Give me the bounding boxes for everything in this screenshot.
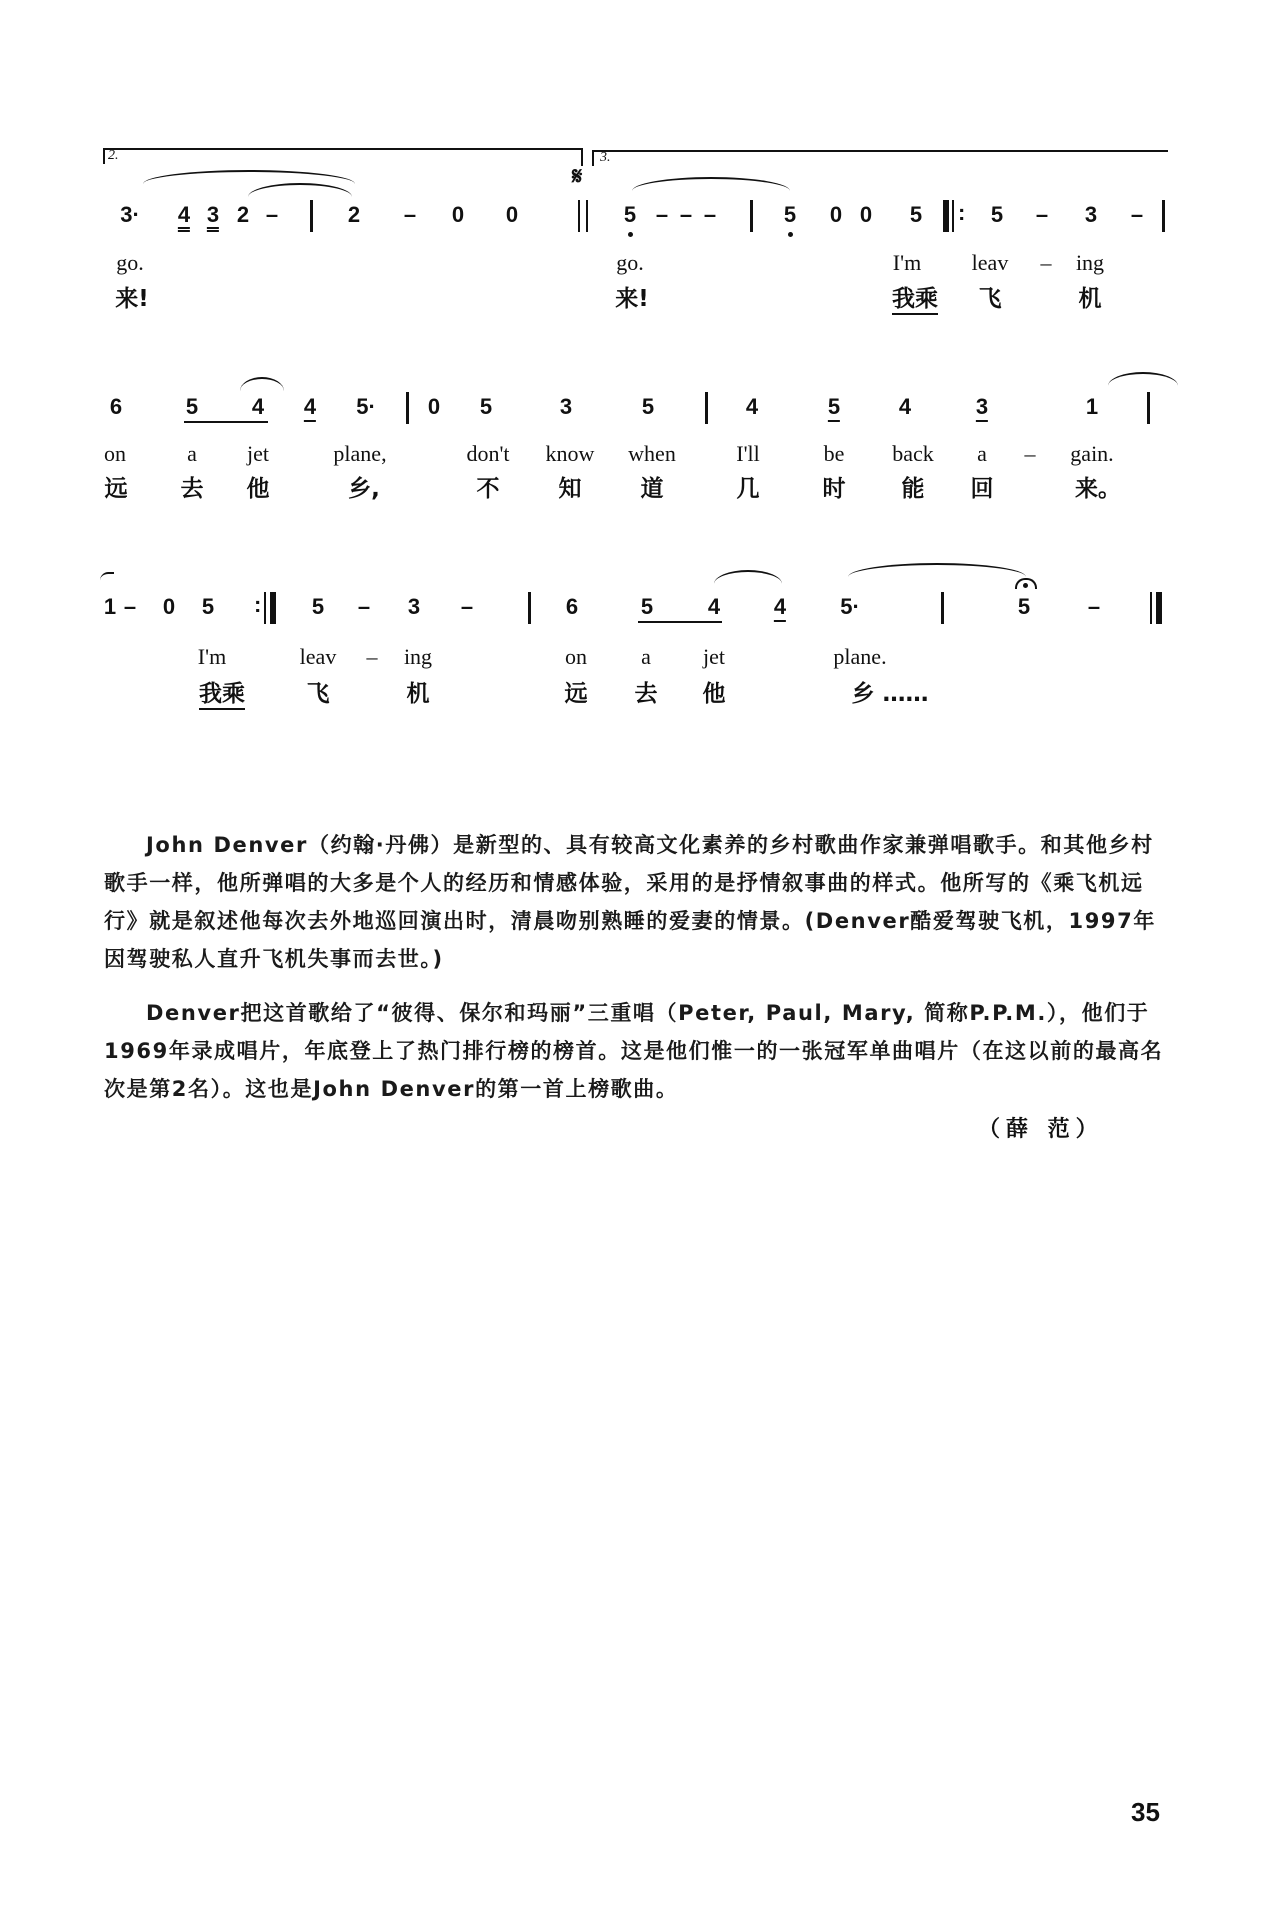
note: 4 <box>251 394 265 419</box>
note: 0 <box>162 594 176 619</box>
note: 5 <box>311 594 325 619</box>
note: 5 <box>990 202 1004 227</box>
note: 1 <box>1085 394 1099 419</box>
note-dash: – <box>655 202 669 227</box>
note: 6 <box>565 594 579 619</box>
lyric: when <box>628 441 676 466</box>
lyric: on <box>565 644 587 669</box>
note: 4 <box>898 394 912 419</box>
lyric: 乡 …… <box>851 681 929 707</box>
barline <box>528 592 531 624</box>
lyric: don't <box>466 441 510 466</box>
note: 5· <box>840 594 860 619</box>
barline <box>310 200 313 232</box>
note: 5 <box>783 202 797 227</box>
note-dash: – <box>403 202 417 227</box>
lyric: back <box>892 441 934 466</box>
note: 3 <box>976 396 988 422</box>
lyric: 时 <box>822 476 846 502</box>
barline <box>750 200 753 232</box>
lyric: gain. <box>1070 441 1114 466</box>
lyric: leav <box>971 250 1009 275</box>
lyric: 知 <box>558 476 582 502</box>
note-dash: – <box>357 594 371 619</box>
lyric: 能 <box>901 476 925 502</box>
lyric: – <box>366 644 378 669</box>
lyric: 不 <box>476 476 500 502</box>
beam-underline <box>638 621 722 623</box>
slur <box>240 377 284 391</box>
note-dash: – <box>265 202 279 227</box>
final-barline <box>1150 592 1152 624</box>
lyric: a <box>187 441 197 466</box>
lyric: on <box>104 441 126 466</box>
lyric: ing <box>1075 250 1105 275</box>
lyric: 道 <box>640 476 664 502</box>
note: 5 <box>479 394 493 419</box>
page-number: 35 <box>1131 1797 1160 1827</box>
lyric: be <box>823 441 845 466</box>
tie-continuation <box>100 572 114 586</box>
repeat-start-barline <box>952 200 954 232</box>
note-dash: – <box>1035 202 1049 227</box>
note-dash: – <box>123 594 137 619</box>
lyric: jet <box>247 441 269 466</box>
lyric: ing <box>403 644 433 669</box>
slur <box>248 183 352 197</box>
note: 3 <box>207 204 219 232</box>
barline <box>941 592 944 624</box>
beam-underline <box>184 421 268 423</box>
lyric: – <box>1024 441 1036 466</box>
note: 4 <box>774 596 786 622</box>
lyric: 远 <box>564 681 588 707</box>
lyric: leav <box>299 644 337 669</box>
note-dash: – <box>460 594 474 619</box>
note: 5 <box>640 594 654 619</box>
note: 5 <box>623 202 637 227</box>
note-dash: – <box>1087 594 1101 619</box>
repeat-dots: : <box>958 200 966 225</box>
lyric: 飞 <box>978 286 1002 312</box>
note-dash: – <box>703 202 717 227</box>
lyric: jet <box>703 644 725 669</box>
author-signature: （薛 范） <box>978 1117 1104 1142</box>
slur <box>143 170 355 184</box>
lyric: 他 <box>702 681 726 707</box>
note: 4 <box>707 594 721 619</box>
slur <box>714 570 782 584</box>
note: 4 <box>745 394 759 419</box>
lyric: go. <box>616 250 644 275</box>
lyric: I'm <box>197 644 227 669</box>
lyric: 机 <box>406 681 430 707</box>
barline <box>705 392 708 424</box>
slur <box>848 563 1026 577</box>
repeat-end-barline <box>264 592 266 624</box>
lyric: 远 <box>104 476 128 502</box>
lyric: 回 <box>970 476 994 502</box>
note: 0 <box>451 202 465 227</box>
note: 0 <box>505 202 519 227</box>
lyric: know <box>545 441 595 466</box>
lyric: 我乘 <box>199 683 245 710</box>
volta-2-bracket <box>103 148 583 164</box>
volta-3-bracket <box>592 150 1168 166</box>
note-dash: – <box>679 202 693 227</box>
double-barline <box>578 200 580 232</box>
lyric: 乡, <box>348 476 380 502</box>
lyric: plane. <box>833 644 887 669</box>
segno-icon: 𝄋 <box>572 162 583 190</box>
lyric: 来! <box>115 286 149 312</box>
note: 5 <box>828 396 840 422</box>
lyric: a <box>641 644 651 669</box>
note: 1 <box>103 594 117 619</box>
note: 3 <box>559 394 573 419</box>
lyric: I'll <box>736 441 760 466</box>
lyric: 去 <box>180 476 204 502</box>
note: 5 <box>185 394 199 419</box>
repeat-start-barline <box>943 200 949 232</box>
volta-3-label: 3. <box>600 150 611 165</box>
note: 4 <box>178 204 190 232</box>
lyric: – <box>1040 250 1052 275</box>
lyric: 来。 <box>1075 476 1121 502</box>
note: 5 <box>641 394 655 419</box>
note: 3 <box>407 594 421 619</box>
lyric: 去 <box>634 681 658 707</box>
lyric: 机 <box>1078 286 1102 312</box>
note: 2 <box>347 202 361 227</box>
lyric: 来! <box>615 286 649 312</box>
note: 0 <box>859 202 873 227</box>
note: 3 <box>1084 202 1098 227</box>
note: 5· <box>356 394 376 419</box>
note-dash: – <box>1130 202 1144 227</box>
slur <box>1108 372 1178 386</box>
lyric: 飞 <box>306 681 330 707</box>
tie <box>632 177 790 191</box>
note: 5 <box>909 202 923 227</box>
note: 5 <box>1017 594 1031 619</box>
lyric: I'm <box>892 250 922 275</box>
note: 2 <box>236 202 250 227</box>
article-paragraph-1: John Denver（约翰·丹佛）是新型的、具有较高文化素养的乡村歌曲作家兼弹唱歌手。和其他乡村歌手一样，他所弹唱的大多是个人的经历和情感体验，采用的是抒情叙事曲的样式。他所写的《乘飞机远行》就是叙述他每次去外地巡回演出时，清晨吻别熟睡的爱妻的情景。(Denver酷爱驾驶飞机，1997年因驾驶私人直升飞机失事而去世。) <box>104 833 1156 971</box>
note: 5 <box>201 594 215 619</box>
lyric: go. <box>116 250 144 275</box>
repeat-dots: : <box>254 592 262 617</box>
lyric: a <box>977 441 987 466</box>
lyric: 几 <box>736 476 760 502</box>
final-barline <box>1156 592 1162 624</box>
low-octave-dot <box>628 232 633 237</box>
volta-2-label: 2. <box>108 148 119 163</box>
lyric: 他 <box>246 476 270 502</box>
fermata-icon <box>1015 578 1037 589</box>
note: 0 <box>427 394 441 419</box>
note: 0 <box>829 202 843 227</box>
barline <box>1162 200 1165 232</box>
barline <box>1147 392 1150 424</box>
barline <box>406 392 409 424</box>
note: 4 <box>304 396 316 422</box>
double-barline <box>586 200 588 232</box>
note: 6 <box>109 394 123 419</box>
note: 3· <box>120 202 140 227</box>
lyric: plane, <box>333 441 387 466</box>
lyric: 我乘 <box>892 288 938 315</box>
repeat-end-barline <box>270 592 276 624</box>
low-octave-dot <box>788 232 793 237</box>
article-paragraph-2: Denver把这首歌给了“彼得、保尔和玛丽”三重唱（Peter, Paul, Mary, 简称P.P.M.），他们于1969年录成唱片，年底登上了热门排行榜的榜首。这是他们惟一的一张冠军单曲唱片（在这以前的最高名次是第2名）。这也是John Denver的第一首上榜歌曲。 <box>104 1001 1164 1101</box>
